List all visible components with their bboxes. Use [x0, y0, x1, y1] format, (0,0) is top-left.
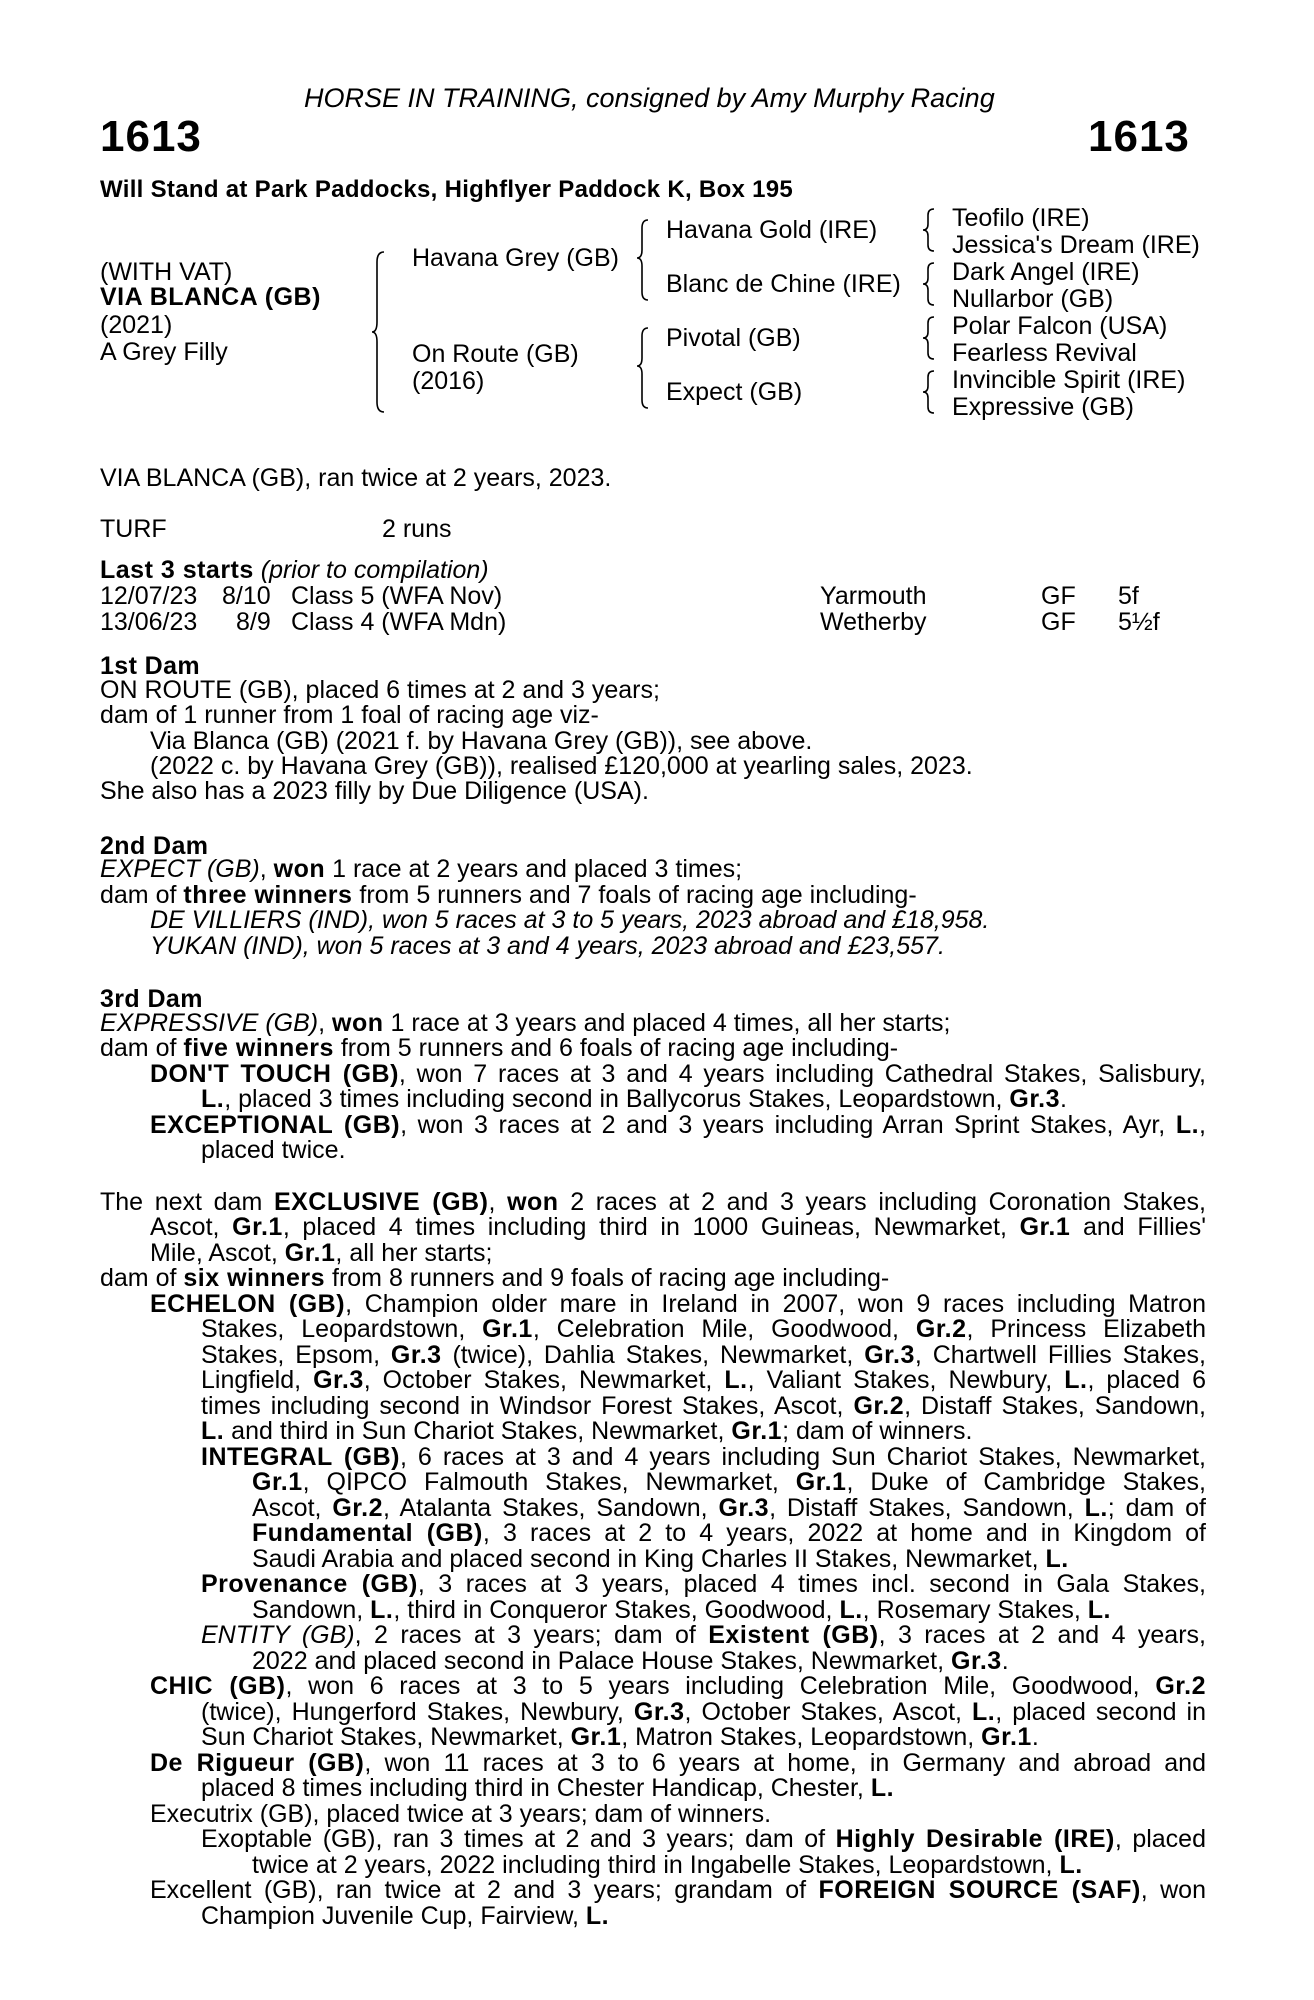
- start-distance: 5½f: [1118, 608, 1160, 636]
- text: , won 6 races at 3 to 5 years including Celebration Mile, Goodwood,: [285, 1672, 1156, 1700]
- produce-line: [201, 1445, 1206, 1471]
- text: , QIPCO Falmouth Stakes, Newmarket,: [302, 1468, 796, 1496]
- produce-line: [201, 1419, 972, 1445]
- text-sep: ,: [488, 1188, 508, 1216]
- pedigree-gg-8: Expressive (GB): [952, 393, 1134, 421]
- text: Ascot,: [150, 1213, 233, 1241]
- pedigree-dam-dam: Expect (GB): [666, 378, 803, 406]
- turf-label: TURF: [100, 515, 167, 543]
- horse-name-bold: INTEGRAL (GB): [201, 1443, 400, 1471]
- text: , Chartwell Fillies Stakes,: [914, 1341, 1206, 1369]
- pedigree-sire-dam: Blanc de Chine (IRE): [666, 270, 901, 298]
- produce-line: [150, 1751, 1206, 1777]
- text: dam of: [100, 1264, 184, 1292]
- produce-line: [150, 1878, 1206, 1904]
- pedigree-gg-5: Polar Falcon (USA): [952, 312, 1168, 340]
- text: , won: [1140, 1876, 1206, 1904]
- winners-count: six winners: [183, 1264, 326, 1292]
- group-mark: Gr.3: [951, 1647, 1002, 1675]
- text: , placed 6: [1087, 1366, 1206, 1394]
- horse-name-bold: FOREIGN SOURCE (SAF): [818, 1876, 1141, 1904]
- listed-mark: L.: [1059, 1851, 1083, 1879]
- pedigree-brace-g4: [922, 369, 940, 415]
- text: , Distaff Stakes, Sandown,: [904, 1392, 1207, 1420]
- horse-description: A Grey Filly: [100, 338, 228, 366]
- text-sep: ,: [318, 1009, 333, 1037]
- start-class: Class 4 (WFA Mdn): [291, 608, 507, 636]
- produce-line: [252, 1521, 1206, 1547]
- group-mark: Gr.3: [1009, 1085, 1061, 1113]
- horse-name-bold: De Rigueur (GB): [150, 1749, 365, 1777]
- start-date: 12/07/23: [100, 582, 198, 610]
- group-mark: Gr.1: [1019, 1213, 1071, 1241]
- group-mark: Gr.1: [981, 1723, 1032, 1751]
- produce-line: [201, 1317, 1206, 1343]
- pedigree-gg-4: Nullarbor (GB): [952, 285, 1114, 313]
- text: Mile, Ascot,: [150, 1239, 285, 1267]
- produce-line: [201, 1725, 1039, 1751]
- text: , Valiant Stakes, Newbury,: [747, 1366, 1065, 1394]
- produce-line: [150, 1674, 1206, 1700]
- text: Champion Juvenile Cup, Fairview,: [201, 1902, 586, 1930]
- listed-mark: L.: [201, 1417, 225, 1445]
- listed-mark: L.: [1087, 1596, 1111, 1624]
- text: .: [1001, 1647, 1009, 1675]
- group-mark: Gr.1: [570, 1723, 622, 1751]
- last-starts-heading: [100, 558, 489, 584]
- produce-line: [150, 1062, 1206, 1088]
- third-dam-name: EXPRESSIVE (GB): [100, 1009, 319, 1037]
- text: dam of: [100, 1034, 184, 1062]
- group-mark: Gr.2: [1155, 1672, 1206, 1700]
- group-mark: Gr.1: [252, 1468, 303, 1496]
- second-dam-produce: DE VILLIERS (IND), won 5 races at 3 to 5 years, 2023 abroad and £18,958.: [150, 906, 990, 934]
- third-dam-line: [100, 1011, 950, 1037]
- first-dam-produce: Via Blanca (GB) (2021 f. by Havana Grey (GB)), see above.: [150, 727, 813, 755]
- start-course: Yarmouth: [820, 582, 927, 610]
- pedigree-brace-main: [370, 250, 392, 415]
- horse-name-italic: ENTITY (GB): [201, 1621, 355, 1649]
- horse-year: (2021): [100, 311, 173, 339]
- group-mark: Gr.1: [482, 1315, 533, 1343]
- text: (twice), Dahlia Stakes, Newmarket,: [441, 1341, 865, 1369]
- produce-line: [150, 1292, 1206, 1318]
- horse-name-bold: EXCEPTIONAL (GB): [150, 1111, 401, 1139]
- produce-line: [252, 1598, 1111, 1624]
- pedigree-brace-g2: [922, 261, 940, 307]
- horse-name-bold: CHIC (GB): [150, 1672, 286, 1700]
- text: Ascot,: [252, 1494, 333, 1522]
- winners-count: three winners: [183, 881, 353, 909]
- text: , Celebration Mile, Goodwood,: [532, 1315, 916, 1343]
- text: Stakes, Epsom,: [201, 1341, 391, 1369]
- pedigree-gg-1: Teofilo (IRE): [952, 204, 1090, 232]
- winners-count: five winners: [183, 1034, 334, 1062]
- next-dam-line: [100, 1190, 1206, 1216]
- produce-line: [201, 1394, 1206, 1420]
- text: Lingfield,: [201, 1366, 314, 1394]
- produce-line: [252, 1496, 1206, 1522]
- text: Exoptable (GB), ran 3 times at 2 and 3 years; dam of: [201, 1825, 836, 1853]
- text: , all her starts;: [335, 1239, 493, 1267]
- text: , placed 4 times including third in 1000 Guineas, Newmarket,: [282, 1213, 1020, 1241]
- pedigree-gg-2: Jessica's Dream (IRE): [952, 231, 1200, 259]
- text: Sandown,: [252, 1596, 371, 1624]
- produce-line: [201, 1087, 1067, 1113]
- produce-line: [252, 1853, 1083, 1879]
- produce-line: placed twice.: [201, 1136, 346, 1164]
- lot-number-left: 1613: [100, 112, 202, 161]
- second-dam-heading: 2nd Dam: [100, 832, 209, 860]
- text: , won 3 races at 2 and 3 years including Arran Sprint Stakes, Ayr,: [400, 1111, 1176, 1139]
- third-dam-line: [100, 1036, 898, 1062]
- produce-line: Executrix (GB), placed twice at 3 years; dam of winners.: [150, 1800, 772, 1828]
- horse-name-bold: Fundamental (GB): [252, 1519, 483, 1547]
- text: The next dam: [100, 1188, 274, 1216]
- text: from 5 runners and 7 foals of racing age including-: [352, 881, 917, 909]
- won-label: won: [273, 855, 326, 883]
- text: , third in Conqueror Stakes, Goodwood,: [393, 1596, 840, 1624]
- pedigree-brace-g3: [922, 315, 940, 361]
- group-mark: Gr.3: [718, 1494, 770, 1522]
- text: Stakes, Leopardstown,: [201, 1315, 483, 1343]
- text: Excellent (GB), ran twice at 2 and 3 years; grandam of: [150, 1876, 819, 1904]
- pedigree-gg-7: Invincible Spirit (IRE): [952, 366, 1186, 394]
- start-distance: 5f: [1118, 582, 1139, 610]
- third-dam-heading: 3rd Dam: [100, 985, 203, 1013]
- listed-mark: L.: [724, 1366, 748, 1394]
- text: dam of: [100, 881, 184, 909]
- first-dam-line: ON ROUTE (GB), placed 6 times at 2 and 3 years;: [100, 676, 660, 704]
- next-dam-line: [150, 1241, 492, 1267]
- listed-mark: L.: [1064, 1366, 1088, 1394]
- second-dam-line: [100, 857, 742, 883]
- listed-mark: L.: [972, 1698, 996, 1726]
- text: , 3 races at 3 years, placed 4 times incl. second in Gala Stakes,: [417, 1570, 1206, 1598]
- text: , 3 races at 2 to 4 years, 2022 at home and in Kingdom of: [482, 1519, 1206, 1547]
- text-sep: ,: [259, 855, 274, 883]
- group-mark: Gr.1: [795, 1468, 847, 1496]
- start-date: 13/06/23: [100, 608, 198, 636]
- text: , 2 races at 3 years; dam of: [354, 1621, 709, 1649]
- produce-line: [150, 1113, 1206, 1139]
- second-dam-produce: YUKAN (IND), won 5 races at 3 and 4 years, 2023 abroad and £23,557.: [150, 932, 945, 960]
- pedigree-dam: On Route (GB): [412, 340, 579, 368]
- start-going: GF: [1041, 608, 1076, 636]
- listed-mark: L.: [370, 1596, 394, 1624]
- text: ; dam of: [1107, 1494, 1206, 1522]
- won-label: won: [507, 1188, 559, 1216]
- consign-line: HORSE IN TRAINING, consigned by Amy Murphy Racing: [304, 83, 995, 113]
- text: ,: [1199, 1111, 1206, 1139]
- produce-line: [252, 1470, 1206, 1496]
- text: .: [1031, 1723, 1039, 1751]
- produce-line: [201, 1700, 1206, 1726]
- next-dam-name: EXCLUSIVE (GB): [273, 1188, 489, 1216]
- listed-mark: L.: [1084, 1494, 1108, 1522]
- text: , Princess Elizabeth: [966, 1315, 1206, 1343]
- pedigree-brace-g1: [922, 207, 940, 253]
- start-course: Wetherby: [820, 608, 927, 636]
- text: ; dam of winners.: [782, 1417, 973, 1445]
- text: (twice), Hungerford Stakes, Newbury,: [201, 1698, 634, 1726]
- text: 1 race at 2 years and placed 3 times;: [325, 855, 743, 883]
- group-mark: Gr.1: [284, 1239, 336, 1267]
- pedigree-gg-3: Dark Angel (IRE): [952, 258, 1140, 286]
- text: times including second in Windsor Forest Stakes, Ascot,: [201, 1392, 854, 1420]
- text: , Distaff Stakes, Sandown,: [769, 1494, 1085, 1522]
- text: , placed 3 times including second in Ballycorus Stakes, Leopardstown,: [224, 1085, 1010, 1113]
- horse-name-bold: Highly Desirable (IRE): [835, 1825, 1115, 1853]
- horse-name-bold: ECHELON (GB): [150, 1290, 346, 1318]
- text: 2 races at 2 and 3 years including Coronation Stakes,: [558, 1188, 1206, 1216]
- group-mark: Gr.3: [313, 1366, 364, 1394]
- produce-line: [201, 1623, 1206, 1649]
- text: from 5 runners and 6 foals of racing age including-: [333, 1034, 899, 1062]
- group-mark: Gr.3: [390, 1341, 442, 1369]
- start-class: Class 5 (WFA Nov): [291, 582, 503, 610]
- text: , Matron Stakes, Leopardstown,: [621, 1723, 982, 1751]
- pedigree-dam-year: (2016): [412, 367, 485, 395]
- listed-mark: L.: [870, 1774, 895, 1802]
- text: , placed second in: [995, 1698, 1207, 1726]
- listed-mark: L.: [1045, 1545, 1069, 1573]
- listed-mark: L.: [839, 1596, 863, 1624]
- listed-mark: L.: [1175, 1111, 1200, 1139]
- second-dam-line: [100, 883, 917, 909]
- group-mark: Gr.2: [915, 1315, 967, 1343]
- pedigree-gg-6: Fearless Revival: [952, 339, 1137, 367]
- pedigree-dam-sire: Pivotal (GB): [666, 324, 801, 352]
- text: placed 8 times including third in Chester Handicap, Chester,: [201, 1774, 871, 1802]
- pedigree-sire-sire: Havana Gold (IRE): [666, 216, 878, 244]
- last-starts-note: (prior to compilation): [260, 556, 489, 584]
- text: twice at 2 years, 2022 including third in Ingabelle Stakes, Leopardstown,: [252, 1851, 1060, 1879]
- produce-line: [252, 1649, 1009, 1675]
- text: , placed: [1114, 1825, 1206, 1853]
- stand-location: Will Stand at Park Paddocks, Highflyer Paddock K, Box 195: [100, 176, 794, 203]
- text: Saudi Arabia and placed second in King Charles II Stakes, Newmarket,: [252, 1545, 1046, 1573]
- listed-mark: L.: [201, 1085, 225, 1113]
- text: , won 7 races at 3 and 4 years including Cathedral Stakes, Salisbury,: [398, 1060, 1206, 1088]
- listed-mark: L.: [585, 1902, 610, 1930]
- turf-runs: 2 runs: [382, 515, 452, 543]
- pedigree-sire: Havana Grey (GB): [412, 244, 620, 272]
- text: , October Stakes, Ascot,: [684, 1698, 972, 1726]
- text: Sun Chariot Stakes, Newmarket,: [201, 1723, 571, 1751]
- horse-name-bold: Existent (GB): [708, 1621, 879, 1649]
- produce-line: [201, 1904, 609, 1930]
- first-dam-produce: (2022 c. by Havana Grey (GB)), realised £120,000 at yearling sales, 2023.: [150, 752, 973, 780]
- text: and third in Sun Chariot Stakes, Newmarket,: [224, 1417, 732, 1445]
- produce-line: [201, 1776, 894, 1802]
- group-mark: Gr.3: [864, 1341, 915, 1369]
- start-position: 8/10: [222, 582, 271, 610]
- text: , Champion older mare in Ireland in 2007, won 9 races including Matron: [345, 1290, 1206, 1318]
- first-dam-line: She also has a 2023 filly by Due Diligence (USA).: [100, 777, 649, 805]
- race-summary: VIA BLANCA (GB), ran twice at 2 years, 2023.: [100, 464, 612, 492]
- text: , Atalanta Stakes, Sandown,: [383, 1494, 719, 1522]
- produce-line: [201, 1343, 1206, 1369]
- produce-line: [201, 1572, 1206, 1598]
- pedigree-brace-sire: [636, 218, 656, 302]
- next-dam-line: [150, 1215, 1206, 1241]
- text: .: [1060, 1085, 1067, 1113]
- text: , Rosemary Stakes,: [862, 1596, 1088, 1624]
- start-going: GF: [1041, 582, 1076, 610]
- produce-line: [201, 1368, 1206, 1394]
- won-label: won: [332, 1009, 384, 1037]
- text: , won 11 races at 3 to 6 years at home, in Germany and abroad and: [364, 1749, 1206, 1777]
- text: from 8 runners and 9 foals of racing age including-: [325, 1264, 890, 1292]
- last-starts-title: Last 3 starts: [100, 556, 254, 584]
- group-mark: Gr.3: [633, 1698, 685, 1726]
- start-position: 8/9: [236, 608, 271, 636]
- produce-line: [201, 1827, 1206, 1853]
- text: 2022 and placed second in Palace House Stakes, Newmarket,: [252, 1647, 952, 1675]
- text: , Duke of Cambridge Stakes,: [846, 1468, 1206, 1496]
- group-mark: Gr.1: [731, 1417, 783, 1445]
- vat-label: (WITH VAT): [100, 258, 233, 286]
- horse-name-bold: DON'T TOUCH (GB): [150, 1060, 399, 1088]
- text: , October Stakes, Newmarket,: [363, 1366, 725, 1394]
- group-mark: Gr.2: [853, 1392, 905, 1420]
- text: , 3 races at 2 and 4 years,: [878, 1621, 1206, 1649]
- text: 1 race at 3 years and placed 4 times, all her starts;: [383, 1009, 951, 1037]
- produce-line: [252, 1547, 1069, 1573]
- horse-name-bold: Provenance (GB): [201, 1570, 418, 1598]
- group-mark: Gr.2: [332, 1494, 384, 1522]
- horse-name: VIA BLANCA (GB): [100, 283, 321, 311]
- group-mark: Gr.1: [232, 1213, 283, 1241]
- pedigree-brace-dam: [636, 326, 656, 410]
- text: and Fillies': [1070, 1213, 1206, 1241]
- text: , 6 races at 3 and 4 years including Sun Chariot Stakes, Newmarket,: [399, 1443, 1207, 1471]
- first-dam-heading: 1st Dam: [100, 652, 201, 680]
- second-dam-name: EXPECT (GB): [100, 855, 260, 883]
- next-dam-line: [100, 1266, 889, 1292]
- lot-number-right: 1613: [1088, 112, 1190, 161]
- first-dam-line: dam of 1 runner from 1 foal of racing age viz-: [100, 701, 599, 729]
